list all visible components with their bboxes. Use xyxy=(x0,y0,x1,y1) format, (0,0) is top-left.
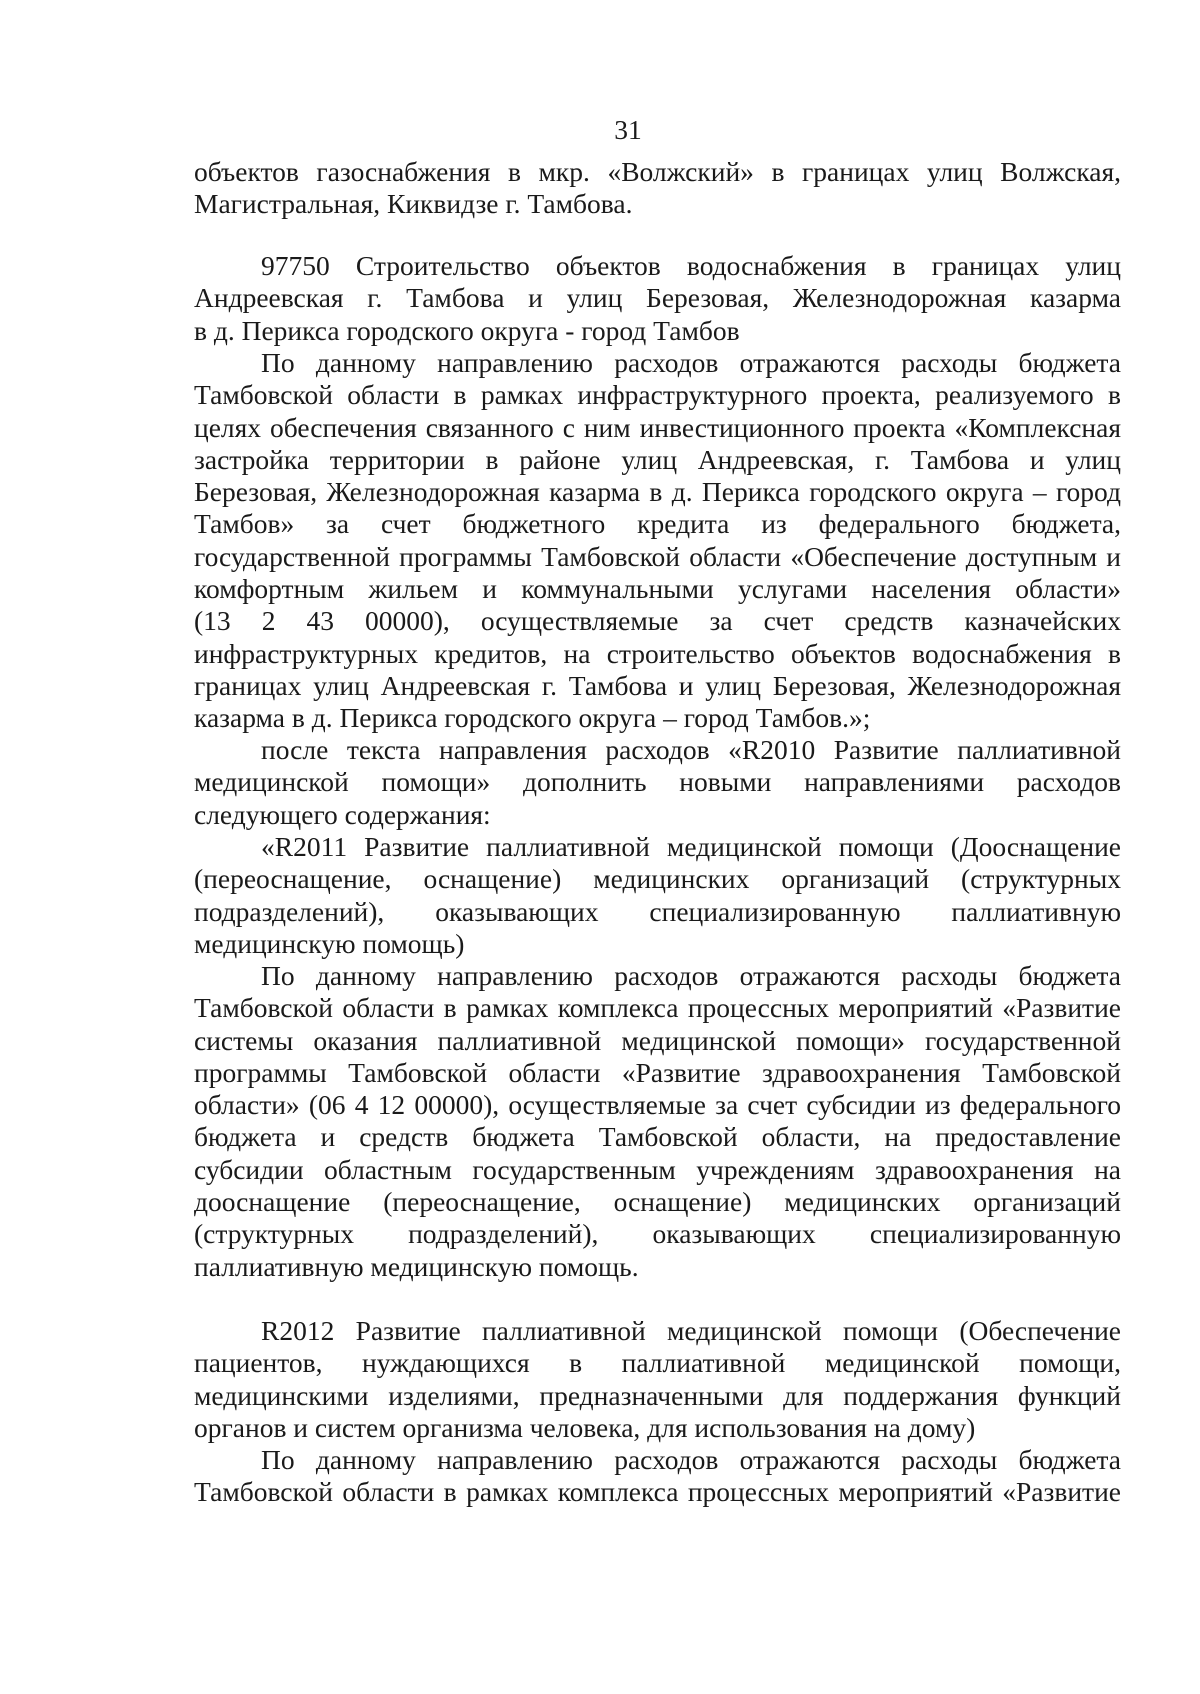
text-line: застройка территории в районе улиц Андреевская, г. Тамбова и улиц xyxy=(194,443,1121,475)
text-line: подразделений), оказывающих специализированную паллиативную xyxy=(194,895,1121,927)
text-line: (переоснащение, оснащение) медицинских организаций (структурных xyxy=(194,863,1121,895)
paragraph-r2011-description xyxy=(194,960,1121,1283)
text-line: казарма в д. Перикса городского округа – город Тамбов.»; xyxy=(194,702,871,734)
text-line: объектов газоснабжения в мкр. «Волжский» в границах улиц Волжская, xyxy=(194,156,1121,187)
text-line: субсидии областным государственным учреждениям здравоохранения на xyxy=(194,1153,1121,1185)
text-line: следующего содержания: xyxy=(194,798,491,830)
text-line: системы оказания паллиативной медицинской помощи» государственной xyxy=(194,1024,1121,1056)
text-line: (структурных подразделений), оказывающих специализированную xyxy=(194,1218,1121,1250)
text-line: после текста направления расходов «R2010 Развитие паллиативной xyxy=(261,734,1121,765)
text-line: государственной программы Тамбовской области «Обеспечение доступным и xyxy=(194,540,1121,572)
text-line: паллиативную медицинскую помощь. xyxy=(194,1250,639,1282)
page-number: 31 xyxy=(614,114,642,145)
section-heading-r2011 xyxy=(194,831,1121,960)
text-line: пациентов, нуждающихся в паллиативной медицинской помощи, xyxy=(194,1347,1121,1379)
text-line: комфортным жильем и коммунальными услугами населения области» xyxy=(194,573,1121,605)
text-line: области» (06 4 12 00000), осуществляемые за счет субсидии из федерального xyxy=(194,1089,1121,1121)
text-line: (13 2 43 00000), осуществляемые за счет средств казначейских xyxy=(194,605,1121,637)
text-line: Березовая, Железнодорожная казарма в д. Перикса городского округа – город xyxy=(194,476,1121,508)
text-line: 97750 Строительство объектов водоснабжения в границах улиц xyxy=(261,250,1121,281)
section-heading-r2012 xyxy=(194,1315,1121,1444)
text-line: Магистральная, Киквидзе г. Тамбова. xyxy=(194,188,633,220)
text-line: целях обеспечения связанного с ним инвестиционного проекта «Комплексная xyxy=(194,411,1121,443)
paragraph-continuation xyxy=(194,156,1121,221)
text-line: в д. Перикса городского округа - город Тамбов xyxy=(194,314,740,346)
text-line: «R2011 Развитие паллиативной медицинской помощи (Дооснащение xyxy=(261,831,1121,862)
text-line: По данному направлению расходов отражаются расходы бюджета xyxy=(261,960,1121,991)
text-line: программы Тамбовской области «Развитие здравоохранения Тамбовской xyxy=(194,1056,1121,1088)
text-line: органов и систем организма человека, для использования на дому) xyxy=(194,1411,976,1443)
section-heading-97750 xyxy=(194,250,1121,347)
text-line: медицинскими изделиями, предназначенными для поддержания функций xyxy=(194,1379,1121,1411)
paragraph-97750-description xyxy=(194,347,1121,735)
text-line: По данному направлению расходов отражаются расходы бюджета xyxy=(261,1444,1121,1475)
text-line: бюджета и средств бюджета Тамбовской области, на предоставление xyxy=(194,1121,1121,1153)
text-line: По данному направлению расходов отражаются расходы бюджета xyxy=(261,347,1121,378)
text-line: R2012 Развитие паллиативной медицинской помощи (Обеспечение xyxy=(261,1315,1121,1346)
text-line: медицинскую помощь) xyxy=(194,927,465,959)
text-line: Андреевская г. Тамбова и улиц Березовая, Железнодорожная казарма xyxy=(194,282,1121,314)
text-line: Тамбовской области в рамках комплекса процессных мероприятий «Развитие xyxy=(194,992,1121,1024)
text-line: Тамбовской области в рамках инфраструктурного проекта, реализуемого в xyxy=(194,379,1121,411)
paragraph-amendment-intro xyxy=(194,734,1121,831)
text-line: Тамбов» за счет бюджетного кредита из федерального бюджета, xyxy=(194,508,1121,540)
text-line: границах улиц Андреевская г. Тамбова и улиц Березовая, Железнодорожная xyxy=(194,669,1121,701)
text-line: инфраструктурных кредитов, на строительство объектов водоснабжения в xyxy=(194,637,1121,669)
text-line: медицинской помощи» дополнить новыми направлениями расходов xyxy=(194,766,1121,798)
text-line: дооснащение (переоснащение, оснащение) медицинских организаций xyxy=(194,1186,1121,1218)
text-line: Тамбовской области в рамках комплекса процессных мероприятий «Развитие xyxy=(194,1476,1121,1508)
paragraph-r2012-description xyxy=(194,1444,1121,1509)
